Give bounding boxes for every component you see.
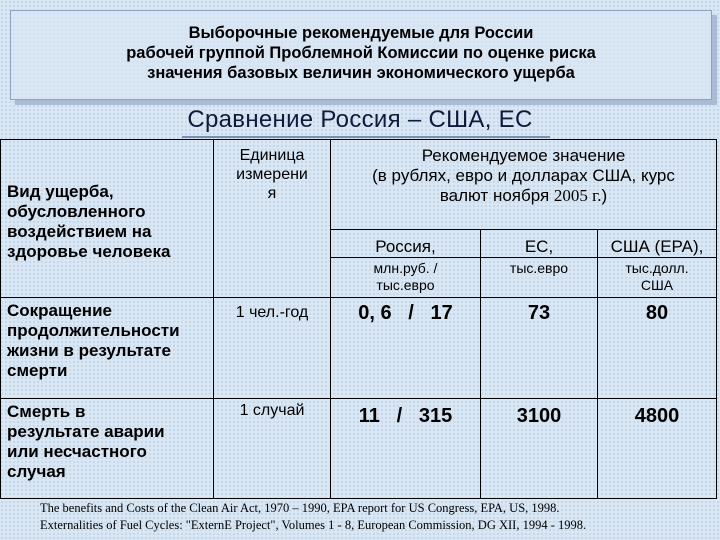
footnote-line: Externalities of Fuel Cycles: "ExternE Project", Volumes 1 - 8, European Commission, DG XII, 1994 - 1998. [40, 518, 587, 532]
row-russia-value: 0, 6 / 17 [331, 298, 481, 399]
eu-unit: тыс.евро [481, 258, 598, 298]
row-unit: 1 чел.-год [214, 298, 331, 399]
footnote-line: The benefits and Costs of the Clean Air Act, 1970 – 1990, EPA report for US Congress, EPA, US, 1998. [40, 501, 560, 515]
unit-header: Единица измерени я [214, 140, 331, 298]
subtitle: Сравнение Россия – США, ЕС [187, 106, 533, 133]
subtitle-underline [182, 136, 550, 138]
usa-unit: тыс.долл. США [598, 258, 717, 298]
row-eu-value: 3100 [481, 399, 598, 499]
usa-header: США (EPA), [598, 230, 717, 258]
russia-unit: млн.руб. / тыс.евро [331, 258, 481, 298]
row-unit: 1 случай [214, 399, 331, 499]
table-row [1, 298, 717, 399]
row-name: Смерть в результате аварии или несчастного случая [1, 399, 214, 499]
damage-type-header: Вид ущерба, обусловленного воздействием на здоровье человека [1, 140, 214, 298]
footnote [40, 500, 710, 534]
row-eu-value: 73 [481, 298, 598, 399]
row-usa-value: 4800 [598, 399, 717, 499]
row-russia-value: 11 / 315 [331, 399, 481, 499]
title-line-2: рабочей группой Проблемной Комиссии по оценке риска [126, 44, 596, 62]
row-name: Сокращение продолжительности жизни в результате смерти [1, 298, 214, 399]
comparison-table [0, 139, 717, 499]
russia-header: Россия, [331, 230, 481, 258]
title-line-1: Выборочные рекомендуемые для России [188, 24, 534, 42]
row-usa-value: 80 [598, 298, 717, 399]
title-line-3: значения базовых величин экономического ущерба [147, 64, 575, 82]
recommended-value-header: Рекомендуемое значение (в рублях, евро и долларах США, курс валют ноября 2005 г.) [331, 140, 717, 230]
eu-header: ЕС, [481, 230, 598, 258]
title-box [10, 10, 712, 100]
table-row [1, 399, 717, 499]
